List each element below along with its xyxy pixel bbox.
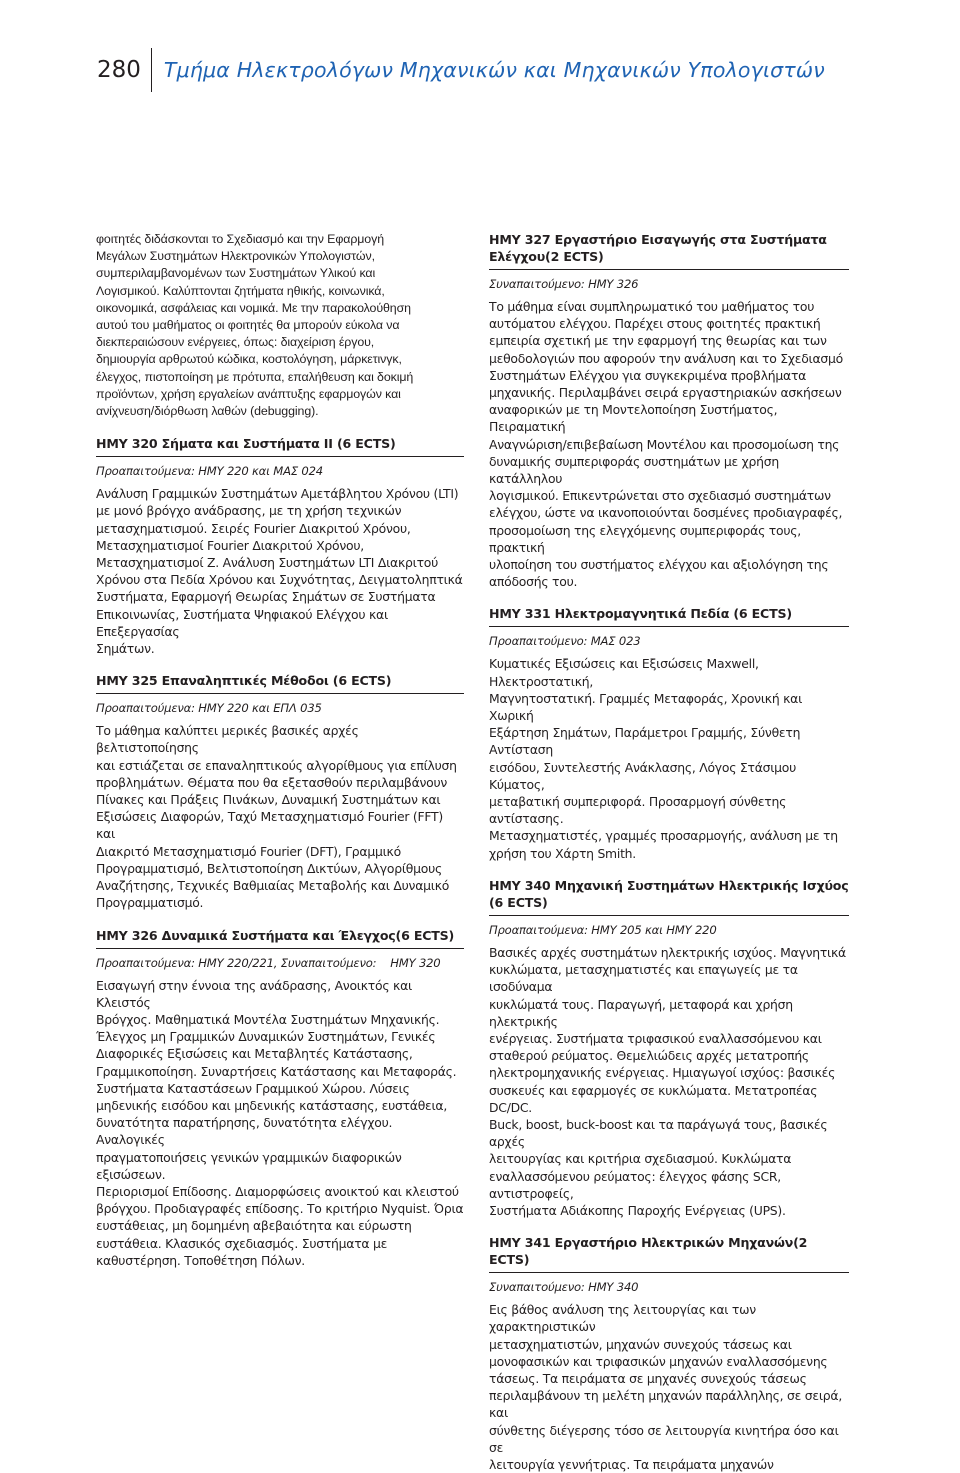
course-title: ΗΜΥ 320 Σήματα και Συστήματα ΙΙ (6 ECTS): [96, 436, 396, 452]
course-block: [96, 435, 464, 657]
course-title: ΗΜΥ 325 Επαναληπτικές Μέθοδοι (6 ECTS): [96, 673, 392, 689]
intro-paragraph: φοιτητές διδάσκονται το Σχεδιασμό και την Εφαρμογή Μεγάλων Συστημάτων Ηλεκτρονικών Υπολογιστών, συμπεριλαμβανομένων των Συστημάτων Υλικού και Λογισμικού. Καλύπτονται ζητήματα ηθικής, κοινωνικά, οικονομικά, ασφάλειας και νομικά. Με την παρακολούθηση αυτού του μαθήματος οι φοιτητές θα μπορούν εύκολα να διεκπεραιώσουν ενέργειες, όπως: διαχείριση έργου, δημιουργία αρθρωτού κώδικα, κοστολόγηση, μάρκετινγκ, έλεγχος, πιστοποίηση με πρότυπα, επαλήθευση και δοκιμή προϊόντων, χρήση εργαλείων ανάπτυξης εφαρμογών και ανίχνευση/διόρθωση λαθών (debugging).: [96, 232, 414, 419]
course-description: Το μάθημα είναι συμπληρωματικό του μαθήματος του αυτόματου ελέγχου. Παρέχει στους φοιτητές πρακτική εμπειρία σχετική με την εφαρμογή της θεωρίας και των μεθοδολογιών που αφορούν την ανάλυση και το Σχεδιασμό Συστημάτων Ελέγχου για συγκεκριμένα προβλήματα μηχανικής. Περιλαμβάνει σειρά εργαστηριακών ασκήσεων αναφορικών με τη Μοντελοποίηση Συστήματος, Πειραματική Αναγνώριση/επιβεβαίωση Μοντέλου και προσομοίωση της δυναμικής συμπεριφοράς συστημάτων με χρήση κατάλληλου λογισμικού. Επικεντρώνεται στο σχεδιασμό συστημάτων ελέγχου, ώστε να ικανοποιούνται δοσμένες προδιαγραφές, προσομοίωση της ελεγχόμενης συμπεριφοράς τους, πρακτική υλοποίηση του συστήματος ελέγχου και αξιολόγηση της απόδοσής του.: [489, 299, 843, 590]
right-column: [489, 231, 849, 1473]
title-underline: [489, 915, 849, 916]
course-title: ΗΜΥ 326 Δυναμικά Συστήματα και Έλεγχος(6 ECTS): [96, 927, 455, 943]
course-block: [489, 605, 849, 861]
title-underline: [489, 1272, 849, 1273]
course-prerequisites: Προαπαιτούμενα: ΗΜΥ 220 και ΜΑΣ 024: [96, 464, 323, 479]
course-prerequisites: Προαπαιτούμενο: ΜΑΣ 023: [489, 634, 641, 649]
course-prerequisites: Προαπαιτούμενα: ΗΜΥ 205 και ΗΜΥ 220: [489, 922, 717, 937]
title-underline: [96, 693, 464, 694]
title-underline: [96, 456, 464, 457]
page-header: [97, 50, 825, 90]
course-prerequisites: Προαπαιτούμενα: ΗΜΥ 220 και ΕΠΛ 035: [96, 701, 322, 716]
course-description: Το μάθημα καλύπτει μερικές βασικές αρχές βελτιστοποίησης και εστιάζεται σε επαναληπτικούς αλγορίθμους για επίλυση προβλημάτων. Θέματα που θα εξετασθούν περιλαμβάνουν Πίνακες και Πράξεις Πινάκων, Δυναμική Συστημάτων και Εξισώσεις Διαφορών, Ταχύ Μετασχηματισμό Fourier (FFT) και Διακριτό Μετασχηματισμό Fourier (DFT), Γραμμικό Προγραμματισμό, Βελτιστοποίηση Δικτύων, Αλγορίθμους Αναζήτησης, Τεχνικές Βαθμιαίας Μεταβολής και Δυναμικό Προγραμματισμό.: [96, 723, 457, 911]
left-column: [96, 231, 464, 1269]
course-prerequisites: Συναπαιτούμενο: ΗΜΥ 326: [489, 277, 639, 291]
course-prerequisites: Συναπαιτούμενο: ΗΜΥ 340: [489, 1280, 639, 1295]
course-description: Βασικές αρχές συστημάτων ηλεκτρικής ισχύος. Μαγνητικά κυκλώματα, μετασχηματιστές και επαγωγείς με τα ισοδύναμα κυκλώματά τους. Παραγωγή, μεταφορά και χρήση ηλεκτρικής ενέργειας. Συστήματα τριφασικού εναλλασσόμενου και σταθερού ρεύματος. Θεμελιώδεις αρχές μετατροπής ηλεκτρομηχανικής ενέργειας. Ημιαγωγοί ισχύος: βασικές συσκευές και εφαρμογές σε κυκλώματα. Μετατροπέας DC/DC. Buck, boost, buck-boost και τα παράγωγά τους, βασικές αρχές λειτουργίας και κριτήρια σχεδιασμού. Κυκλώματα εναλλασσόμενου ρεύματος: έλεγχος φάσης SCR, αντιστροφείς, Συστήματα Αδιάκοπης Παροχής Ενέργειας (UPS).: [489, 944, 846, 1218]
course-description: Εις βάθος ανάλυση της λειτουργίας και των χαρακτηριστικών μετασχηματιστών, μηχανών συνεχούς τάσεως και μονοφασικών και τριφασικών μηχανών εναλλασσόμενης τάσεως. Τα πειράματα σε μηχανές συνεχούς τάσεως περιλαμβάνουν τη μελέτη μηχανών παράλληλης, σε σειρά, και σύνθετης διέγερσης τόσο σε λειτουργία κινητήρα όσο και σε λειτουργία γεννήτριας. Τα πειράματα μηχανών: [489, 1302, 843, 1472]
course-description: Κυματικές Εξισώσεις και Εξισώσεις Maxwell, Ηλεκτροστατική, Μαγνητοστατική. Γραμμές Μεταφοράς, Χρονική και Χωρική Εξάρτηση Σημάτων, Παράμετροι Γραμμής, Σύνθετη Αντίσταση εισόδου, Συντελεστής Ανάκλασης, Λόγος Στάσιμου Κύματος, μεταβατική συμπεριφορά. Προσαρμογή σύνθετης αντίστασης. Μετασχηματιστές, γραμμές προσαρμογής, ανάλυση με τη χρήση του Χάρτη Smith.: [489, 656, 838, 861]
course-title: ΗΜΥ 327 Εργαστήριο Εισαγωγής στα Συστήματα Ελέγχου(2 ECTS): [489, 232, 827, 264]
course-block: [489, 877, 849, 1219]
course-description: Ανάλυση Γραμμικών Συστημάτων Αμετάβλητου Χρόνου (LTI) με μονό βρόγχο ανάδρασης, με τη χρήση τεχνικών μετασχηματισμού. Σειρές Fourier Διακριτού Χρόνου, Μετασχηματισμοί Fourier Διακριτού Χρόνου, Μετασχηματισμοί Ζ. Ανάλυση Συστημάτων LTI Διακριτού Χρόνου στα Πεδία Χρόνου και Συχνότητας, Δειγματοληπτικά Συστήματα, Εφαρμογή Θεωρίας Σημάτων σε Συστήματα Επικοινωνίας, Συστήματα Ψηφιακού Ελέγχου και Επεξεργασίας Σημάτων.: [96, 486, 463, 657]
course-block: [96, 672, 464, 911]
course-prerequisites: Προαπαιτούμενα: ΗΜΥ 220/221, Συναπαιτούμενο: ΗΜΥ 320: [96, 955, 441, 970]
course-title: ΗΜΥ 331 Ηλεκτρομαγνητικά Πεδία (6 ECTS): [489, 606, 792, 622]
course-block: [489, 231, 849, 590]
title-underline: [489, 269, 849, 270]
page-number: 280: [97, 57, 141, 83]
course-block: [489, 1234, 849, 1473]
course-block: [96, 927, 464, 1269]
department-title: Τμήμα Ηλεκτρολόγων Μηχανικών και Μηχανικών Υπολογιστών: [163, 58, 825, 82]
course-title: ΗΜΥ 341 Εργαστήριο Ηλεκτρικών Μηχανών(2 ECTS): [489, 1235, 808, 1268]
course-description: Εισαγωγή στην έννοια της ανάδρασης, Ανοικτός και Κλειστός Βρόγχος. Μαθηματικά Μοντέλα Συστημάτων Μηχανικής. Έλεγχος μη Γραμμικών Δυναμικών Συστημάτων, Γενικές Διαφορικές Εξισώσεις και Μεταβλητές Κατάστασης, Γραμμικοποίηση. Συναρτήσεις Κατάστασης και Μεταφοράς. Συστήματα Καταστάσεων Γραμμικού Χώρου. Λύσεις μηδενικής εισόδου και μηδενικής κατάστασης, ευστάθεια, δυνατότητα παρατήρησης, δυνατότητα ελέγχου. Αναλογικές πραγματοποιήσεις γενικών γραμμικών διαφορικών εξισώσεων. Περιορισμοί Επίδοσης. Διαμορφώσεις ανοικτού και κλειστού βρόγχου. Προδιαγραφές επίδοσης. Το κριτήριο Nyquist. Όρια ευστάθειας, μη δομημένη αβεβαιότητα και εύρωστη ευστάθεια. Κλασικός σχεδιασμός. Συστήματα με καθυστέρηση. Τοποθέτηση Πόλων.: [96, 977, 464, 1268]
course-title: ΗΜΥ 340 Μηχανική Συστημάτων Ηλεκτρικής Ισχύος (6 ECTS): [489, 877, 849, 910]
title-underline: [489, 626, 849, 627]
title-underline: [96, 948, 464, 949]
header-divider: [151, 48, 152, 92]
